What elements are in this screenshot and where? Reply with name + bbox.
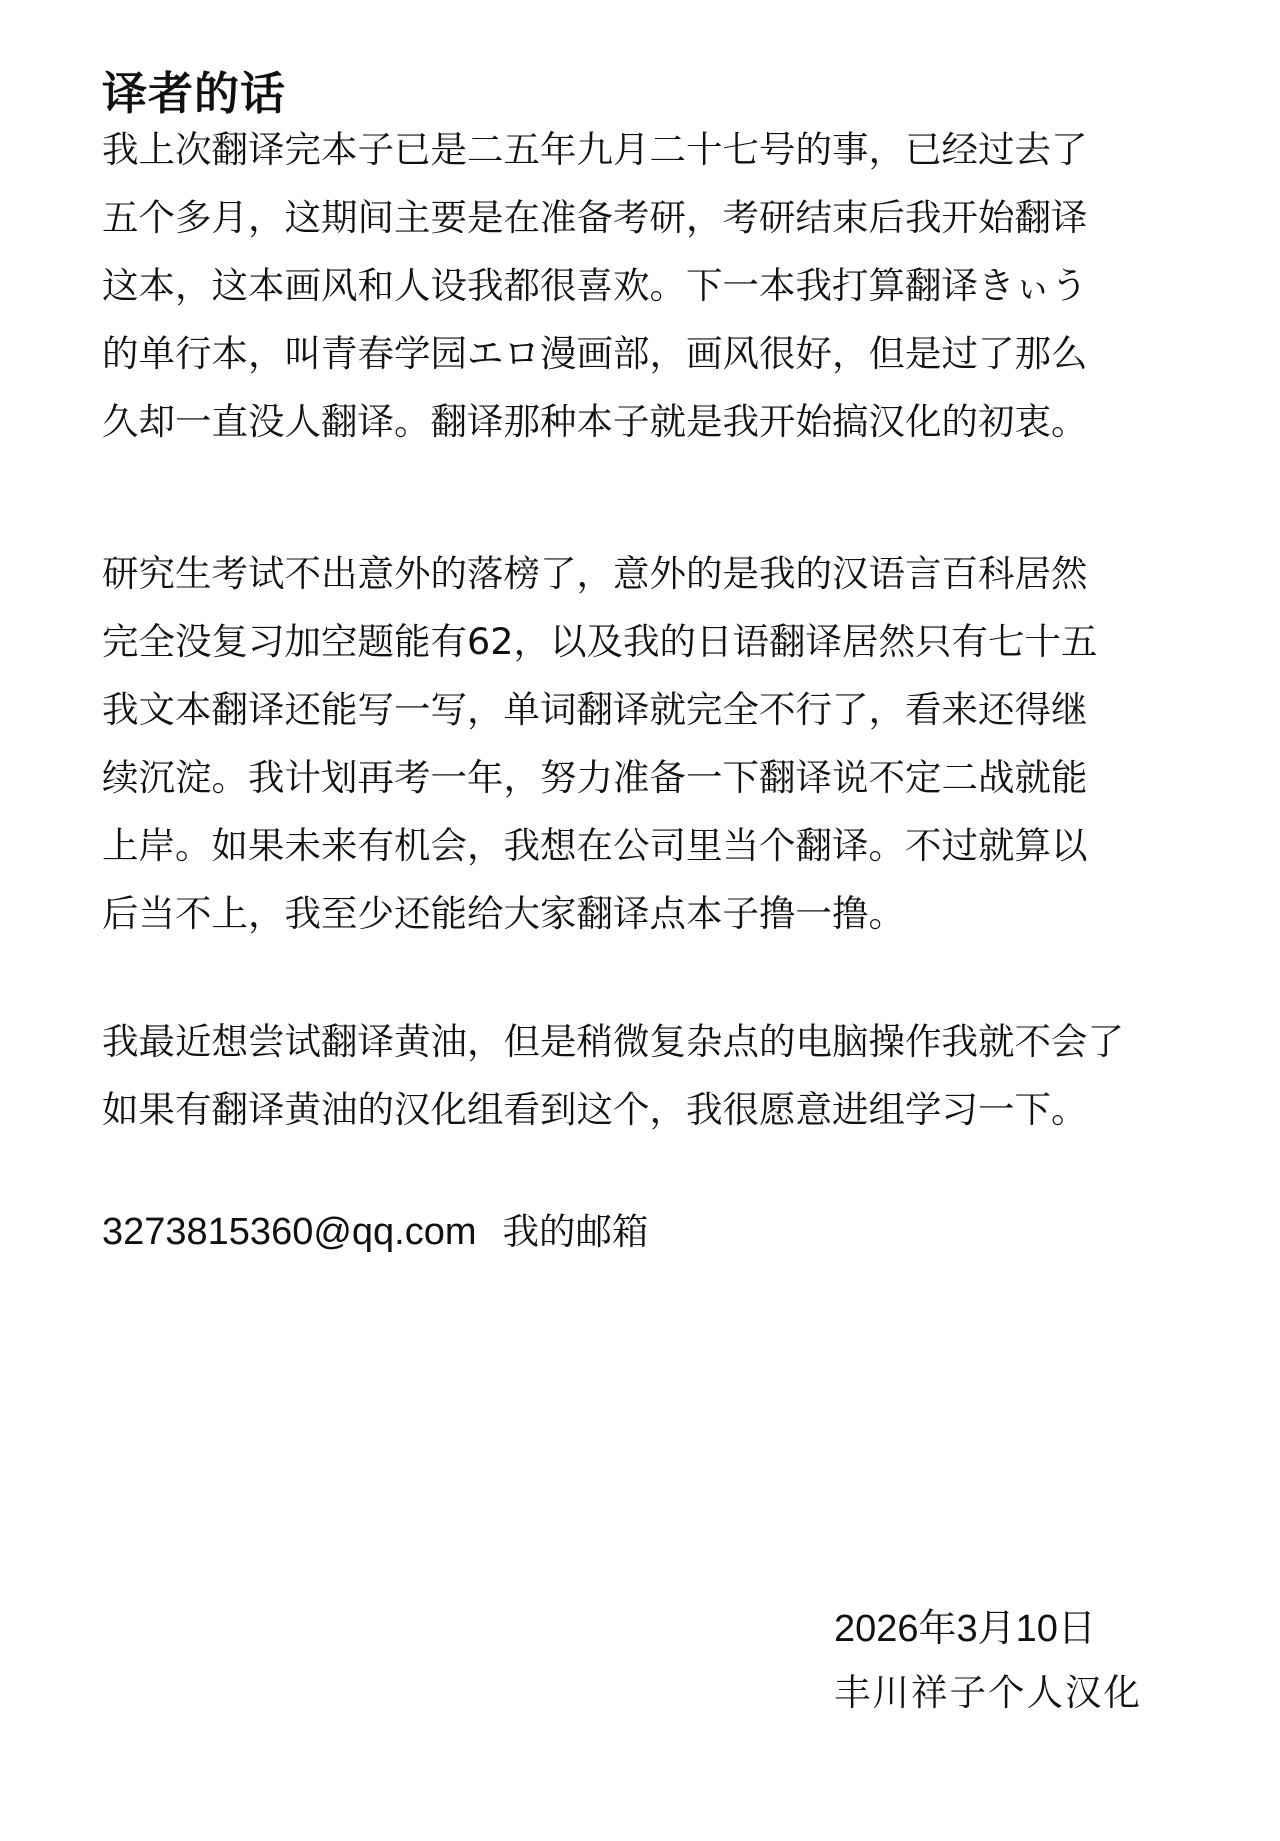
paragraph-line: 久却一直没人翻译。翻译那种本子就是我开始搞汉化的初衷。 [102, 400, 1088, 443]
signature-block [834, 1597, 1142, 1725]
paragraph-line: 我最近想尝试翻译黄油，但是稍微复杂点的电脑操作我就不会了 [102, 1020, 1124, 1063]
paragraph-line: 研究生考试不出意外的落榜了，意外的是我的汉语言百科居然 [102, 552, 1088, 595]
paragraph-line: 后当不上，我至少还能给大家翻译点本子撸一撸。 [102, 892, 905, 935]
paragraph-2 [102, 540, 1097, 948]
page-title: 译者的话 [102, 67, 287, 120]
paragraph-line: 上岸。如果未来有机会，我想在公司里当个翻译。不过就算以 [102, 824, 1088, 867]
paragraph-line: 五个多月，这期间主要是在准备考研，考研结束后我开始翻译 [102, 196, 1088, 239]
contact-line [102, 1202, 649, 1262]
paragraph-line: 如果有翻译黄油的汉化组看到这个，我很愿意进组学习一下。 [102, 1088, 1088, 1131]
paragraph-line: 我上次翻译完本子已是二五年九月二十七号的事，已经过去了 [102, 128, 1088, 171]
paragraph-line: 的单行本，叫青春学园エロ漫画部，画风很好，但是过了那么 [102, 332, 1088, 375]
paragraph-line: 这本，这本画风和人设我都很喜欢。下一本我打算翻译きぃう [102, 264, 1088, 307]
paragraph-line: 我文本翻译还能写一写，单词翻译就完全不行了，看来还得继 [102, 688, 1088, 731]
email-label: 我的邮箱 [502, 1210, 649, 1253]
email-address: 3273815360@qq.com [102, 1211, 477, 1253]
paragraph-1 [102, 116, 1088, 456]
paragraph-3 [102, 1008, 1124, 1144]
signature-date: 2026年3月10日 [834, 1608, 1096, 1650]
signature-group: 丰川祥子个人汉化 [834, 1671, 1142, 1714]
paragraph-line: 续沉淀。我计划再考一年，努力准备一下翻译说不定二战就能 [102, 756, 1088, 799]
paragraph-line: 完全没复习加空题能有62，以及我的日语翻译居然只有七十五 [102, 620, 1098, 663]
